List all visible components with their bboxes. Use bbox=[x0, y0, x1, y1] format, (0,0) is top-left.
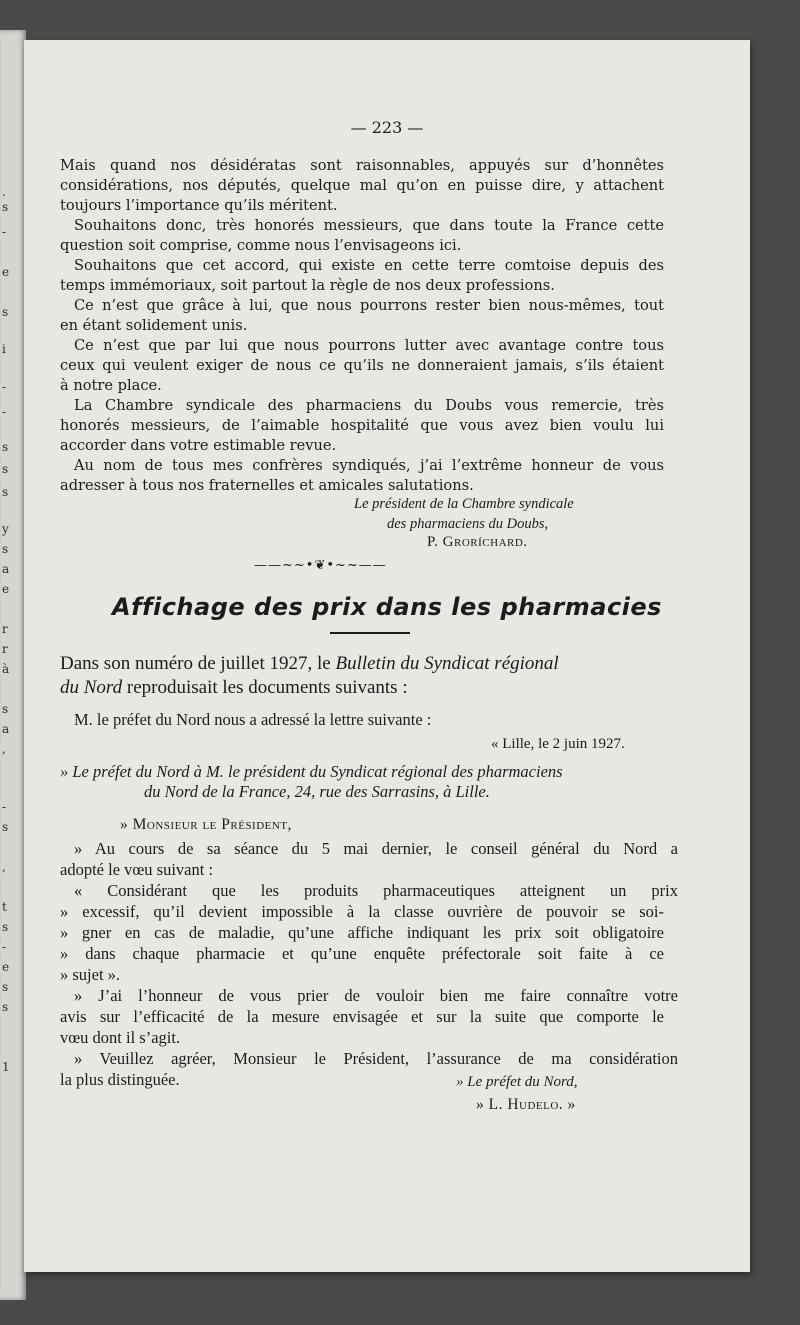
intro-line: Dans son numéro de juillet 1927, le Bulletin du Syndicat régional bbox=[60, 653, 559, 674]
document-page bbox=[24, 40, 750, 1272]
signature-title-line: des pharmaciens du Doubs, bbox=[387, 516, 549, 532]
text-line: Ce n’est que par lui que nous pourrons lutter avec avantage contre tous bbox=[74, 337, 664, 354]
letter-line: la plus distinguée. bbox=[60, 1070, 180, 1089]
text-line: à notre place. bbox=[60, 377, 162, 394]
letter-address-line: du Nord de la France, 24, rue des Sarrasins, à Lille. bbox=[144, 782, 490, 801]
letter-line: » sujet ». bbox=[60, 965, 121, 984]
letter-line: » dans chaque pharmacie et qu’une enquête préfectorale soit faite à ce bbox=[60, 944, 664, 963]
signature-name: P. Groríchard. bbox=[427, 534, 528, 550]
letter-line: » excessif, qu’il devient impossible à la classe ouvrière de pouvoir se soi- bbox=[60, 902, 664, 921]
signature-title-line: » Le préfet du Nord, bbox=[456, 1074, 578, 1090]
letter-line: » gner en cas de maladie, qu’une affiche indiquant les prix soit obligatoire bbox=[60, 923, 664, 942]
text-line: honorés messieurs, de l’aimable hospitalité que vous avez bien voulu lui bbox=[60, 417, 664, 434]
text-line: temps immémoriaux, soit partout la règle de nos deux professions. bbox=[60, 277, 555, 294]
section-ornament: ——~~•❦•~~—— bbox=[254, 558, 387, 573]
letter-line: « Considérant que les produits pharmaceutiques atteignent un prix bbox=[74, 881, 678, 900]
letter-line: » Au cours de sa séance du 5 mai dernier, le conseil général du Nord a bbox=[74, 839, 678, 858]
letter-line: » Veuillez agréer, Monsieur le Président, l’assurance de ma considération bbox=[74, 1049, 678, 1068]
text-line: La Chambre syndicale des pharmaciens du Doubs vous remercie, très bbox=[74, 397, 664, 414]
letter-address-line: » Le préfet du Nord à M. le président du Syndicat régional des pharmaciens bbox=[60, 762, 563, 781]
section-heading: Affichage des prix dans les pharmacies bbox=[112, 593, 662, 621]
letter-line: » J’ai l’honneur de vous prier de vouloir bien me faire connaître votre bbox=[74, 986, 678, 1005]
text-line: accorder dans votre estimable revue. bbox=[60, 437, 337, 454]
previous-page-margin-text: . s - e s i - - s s s y s a e r r à s a , - s , t s - e s s 1 bbox=[2, 185, 10, 1074]
text-line: en étant solidement unis. bbox=[60, 317, 248, 334]
text-line: Souhaitons donc, très honorés messieurs, que dans toute la France cette bbox=[74, 217, 664, 234]
letter-date: « Lille, le 2 juin 1927. bbox=[491, 736, 625, 752]
prefet-line: M. le préfet du Nord nous a adressé la lettre suivante : bbox=[74, 710, 432, 729]
text-line: adresser à tous nos fraternelles et amicales salutations. bbox=[60, 477, 474, 494]
text-line: Mais quand nos désidératas sont raisonnables, appuyés sur d’honnêtes bbox=[60, 157, 664, 174]
text-line: Au nom de tous mes confrères syndiqués, j’ai l’extrême honneur de vous bbox=[74, 457, 664, 474]
signature-name: » L. Hudelo. » bbox=[476, 1096, 576, 1113]
text-line: question soit comprise, comme nous l’envisageons ici. bbox=[60, 237, 462, 254]
letter-line: adopté le vœu suivant : bbox=[60, 860, 214, 879]
heading-rule bbox=[330, 632, 410, 634]
intro-line: du Nord reproduisait les documents suivants : bbox=[60, 677, 408, 698]
signature-title-line: Le président de la Chambre syndicale bbox=[354, 496, 574, 512]
text-line: ceux qui veulent exiger de nous ce qu’ils ne donneraient jamais, s’ils étaient bbox=[60, 357, 664, 374]
text-line: considérations, nos députés, quelque mal qu’on en puisse dire, y attachent bbox=[60, 177, 664, 194]
letter-line: avis sur l’efficacité de la mesure envisagée et sur la suite que comporte le bbox=[60, 1007, 664, 1026]
letter-line: vœu dont il s’agit. bbox=[60, 1028, 181, 1047]
text-line: toujours l’importance qu’ils méritent. bbox=[60, 197, 338, 214]
letter-salutation: » Monsieur le Président, bbox=[120, 816, 292, 833]
text-line: Ce n’est que grâce à lui, que nous pourrons rester bien nous-mêmes, tout bbox=[74, 297, 664, 314]
page-number: — 223 — bbox=[350, 118, 424, 137]
text-line: Souhaitons que cet accord, qui existe en cette terre comtoise depuis des bbox=[74, 257, 664, 274]
